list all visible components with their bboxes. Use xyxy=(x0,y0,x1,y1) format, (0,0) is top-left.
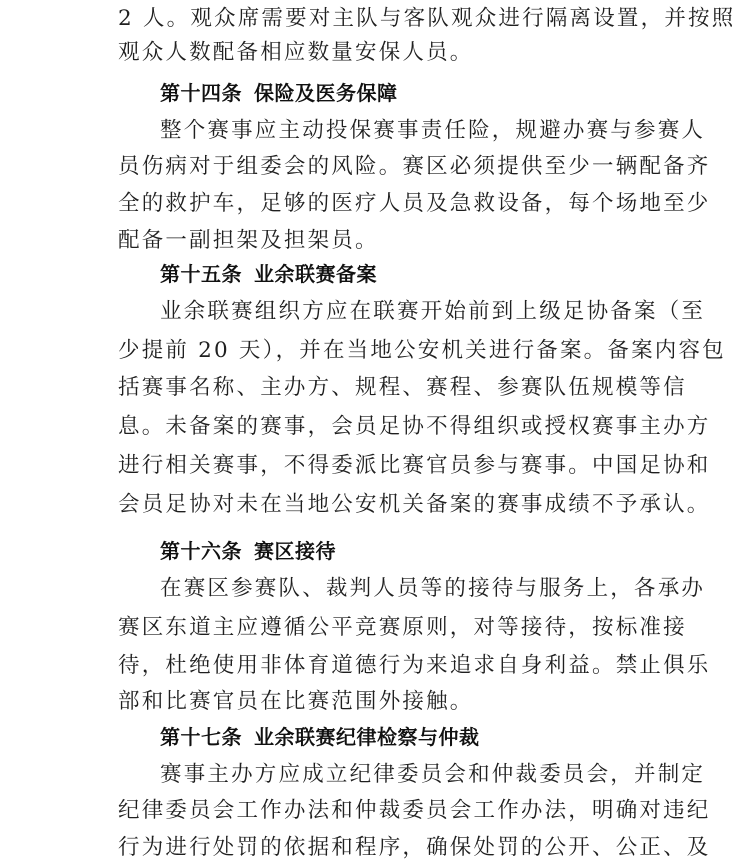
section-title: 业余联赛纪律检察与仲裁 xyxy=(254,725,480,749)
paragraph-line: 会员足协对未在当地公安机关备案的赛事成绩不予承认。 xyxy=(118,492,711,517)
section-heading xyxy=(160,536,336,566)
paragraph-line: 业余联赛组织方应在联赛开始前到上级足协备案（至 xyxy=(160,299,706,324)
paragraph-line: 全的救护车，足够的医疗人员及急救设备，每个场地至少 xyxy=(118,191,711,216)
paragraph-line: 少提前 20 天），并在当地公安机关进行备案。备案内容包 xyxy=(118,338,726,363)
paragraph-line: 部和比赛官员在比赛范围外接触。 xyxy=(118,689,474,714)
paragraph-line: 员伤病对于组委会的风险。赛区必须提供至少一辆配备齐 xyxy=(118,154,711,179)
section-number: 第十四条 xyxy=(160,81,242,105)
paragraph-line: 待，杜绝使用非体育道德行为来追求自身利益。禁止俱乐 xyxy=(118,653,711,678)
paragraph-line: 在赛区参赛队、裁判人员等的接待与服务上，各承办 xyxy=(160,576,706,601)
section-number: 第十五条 xyxy=(160,262,242,286)
paragraph-line: 赛区东道主应遵循公平竞赛原则，对等接待，按标准接 xyxy=(118,615,687,640)
section-heading xyxy=(160,722,480,752)
section-title: 保险及医务保障 xyxy=(254,81,398,105)
paragraph-line: 括赛事名称、主办方、规程、赛程、参赛队伍规模等信 xyxy=(118,375,687,400)
paragraph-line: 整个赛事应主动投保赛事责任险，规避办赛与参赛人 xyxy=(160,118,706,143)
paragraph-line: 配备一副担架及担架员。 xyxy=(118,228,379,253)
paragraph-line: 进行相关赛事，不得委派比赛官员参与赛事。中国足协和 xyxy=(118,453,711,478)
section-heading xyxy=(160,78,398,108)
section-number: 第十七条 xyxy=(160,725,242,749)
section-heading xyxy=(160,259,377,289)
paragraph-line: 赛事主办方应成立纪律委员会和仲裁委员会，并制定 xyxy=(160,762,706,787)
paragraph-line: 息。未备案的赛事，会员足协不得组织或授权赛事主办方 xyxy=(118,414,711,439)
paragraph-line: 行为进行处罚的依据和程序，确保处罚的公开、公正、及 xyxy=(118,835,711,860)
paragraph-line: 观众人数配备相应数量安保人员。 xyxy=(118,40,474,65)
paragraph-line: 2 人。观众席需要对主队与客队观众进行隔离设置，并按照 xyxy=(118,6,736,31)
section-title: 赛区接待 xyxy=(254,539,336,563)
section-number: 第十六条 xyxy=(160,539,242,563)
section-title: 业余联赛备案 xyxy=(254,262,377,286)
paragraph-line: 纪律委员会工作办法和仲裁委员会工作办法，明确对违纪 xyxy=(118,798,711,823)
